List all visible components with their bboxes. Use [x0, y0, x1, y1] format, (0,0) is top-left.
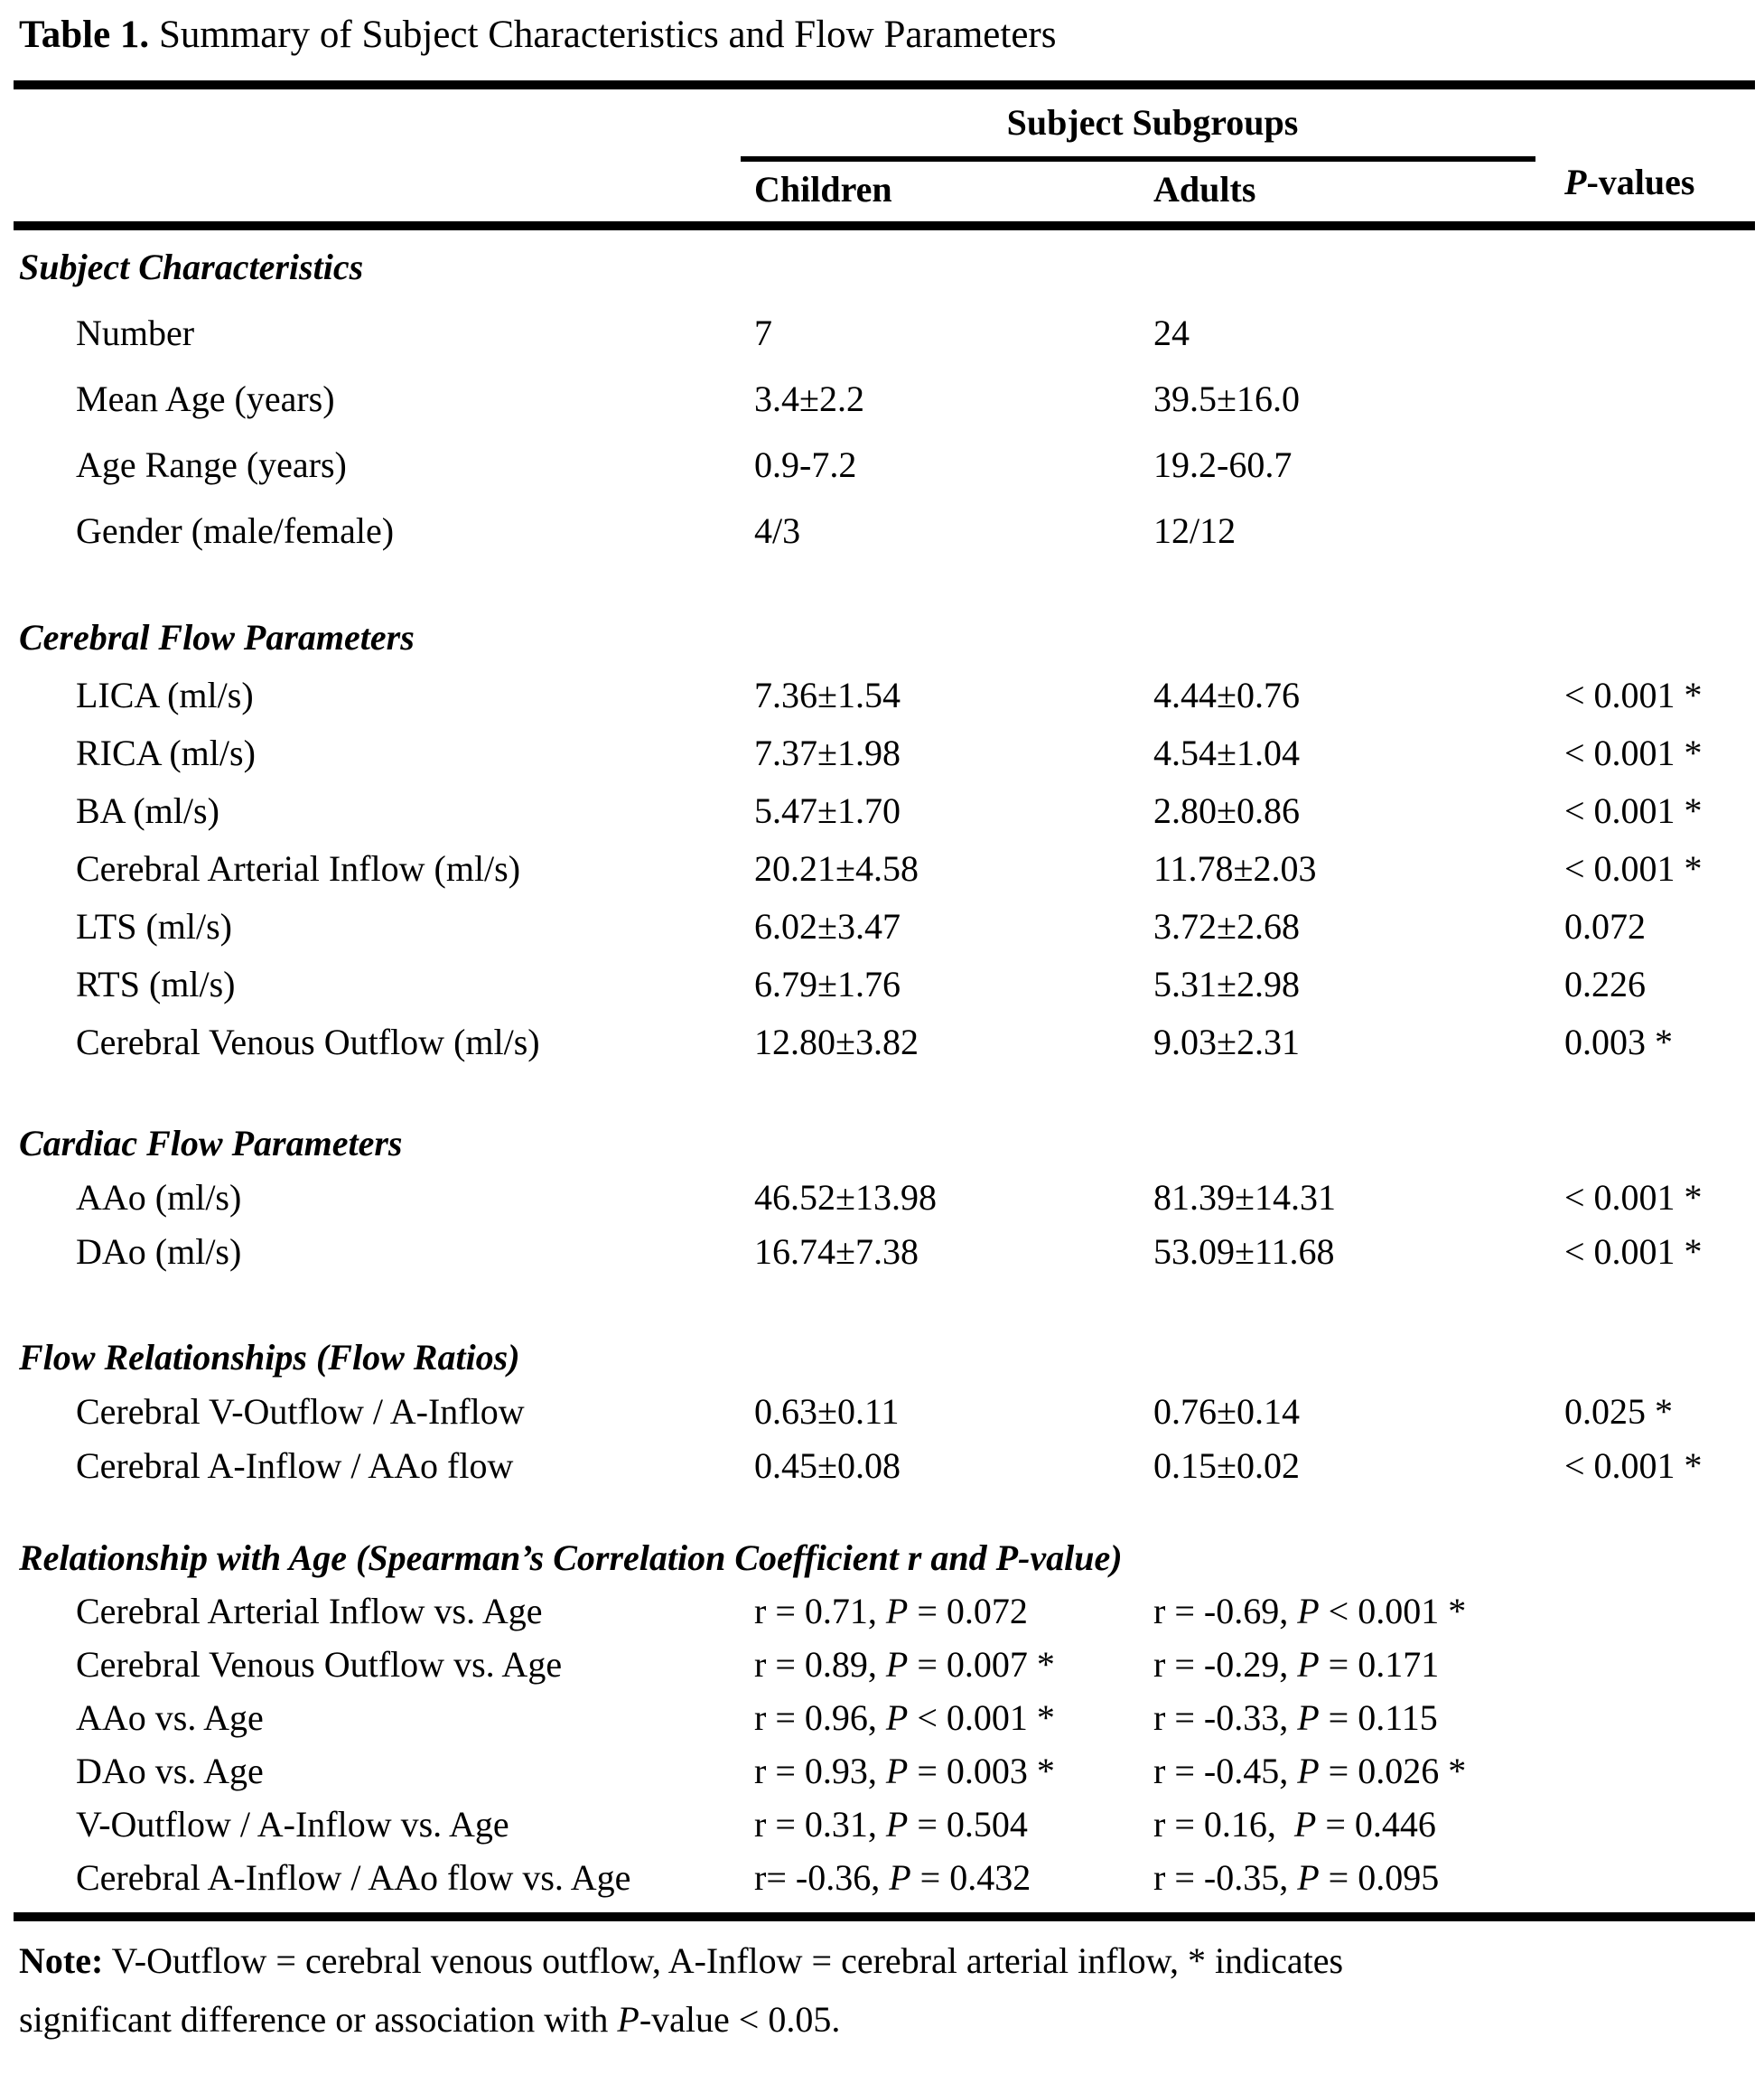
adults-cell: 24 — [1153, 313, 1190, 354]
row-label: Cerebral A-Inflow / AAo flow — [76, 1445, 514, 1487]
table-row — [19, 1644, 1750, 1686]
table-row — [19, 313, 1750, 354]
row-label: LICA (ml/s) — [76, 675, 254, 716]
row-label: Cerebral Arterial Inflow (ml/s) — [76, 848, 521, 890]
pvalue-cell: 0.226 — [1564, 964, 1646, 1005]
pvalue-cell: < 0.001 * — [1564, 1231, 1703, 1273]
children-cell: r = 0.96, P < 0.001 * — [754, 1697, 1055, 1739]
table-row — [19, 790, 1750, 832]
children-cell: 3.4±2.2 — [754, 378, 864, 420]
row-label: AAo vs. Age — [76, 1697, 264, 1739]
note-text-line1: V-Outflow = cerebral venous outflow, A-Inflow = cerebral arterial inflow, * indicates — [103, 1940, 1344, 1982]
row-label: Mean Age (years) — [76, 378, 335, 420]
children-cell: 6.79±1.76 — [754, 964, 901, 1005]
note-label: Note: — [19, 1940, 104, 1982]
section-cardiac-flow-parameters — [19, 1123, 1750, 1273]
children-cell: r = 0.93, P = 0.003 * — [754, 1751, 1055, 1792]
adults-cell: r = 0.16, P = 0.446 — [1153, 1804, 1436, 1845]
row-label: Gender (male/female) — [76, 510, 395, 552]
pvalues-column-header: P-values — [1564, 162, 1695, 203]
adults-cell: r = -0.35, P = 0.095 — [1153, 1857, 1440, 1899]
row-label: Cerebral Venous Outflow (ml/s) — [76, 1022, 540, 1063]
children-cell: 46.52±13.98 — [754, 1177, 937, 1219]
adults-cell: 0.76±0.14 — [1153, 1391, 1300, 1433]
pvalue-cell: 0.072 — [1564, 906, 1646, 948]
adults-cell: 19.2-60.7 — [1153, 444, 1293, 486]
children-cell: 6.02±3.47 — [754, 906, 901, 948]
section-relationship-with-age — [19, 1537, 1750, 1899]
section-heading: Subject Characteristics — [19, 247, 364, 288]
section-heading: Cardiac Flow Parameters — [19, 1123, 403, 1164]
adults-cell: 39.5±16.0 — [1153, 378, 1300, 420]
pvalue-cell: 0.025 * — [1564, 1391, 1673, 1433]
row-label: RICA (ml/s) — [76, 733, 256, 774]
table-row — [19, 1697, 1750, 1739]
adults-cell: 3.72±2.68 — [1153, 906, 1300, 948]
row-label: Cerebral V-Outflow / A-Inflow — [76, 1391, 525, 1433]
row-label: Cerebral Arterial Inflow vs. Age — [76, 1591, 543, 1632]
children-cell: 7.36±1.54 — [754, 675, 901, 716]
note-text-line2: significant difference or association with P-value < 0.05. — [19, 1999, 841, 2041]
group-underline-row — [19, 156, 1750, 162]
table-column-header-row — [19, 162, 1750, 210]
row-label: RTS (ml/s) — [76, 964, 236, 1005]
table-rule-bottom — [14, 1912, 1755, 1921]
adults-cell: 4.44±0.76 — [1153, 675, 1300, 716]
group-header-underline — [741, 156, 1535, 162]
table-rule-under-header — [14, 221, 1755, 230]
children-cell: 0.45±0.08 — [754, 1445, 901, 1487]
pvalue-cell: < 0.001 * — [1564, 790, 1703, 832]
table-row — [19, 1751, 1750, 1792]
children-column-header: Children — [754, 169, 892, 210]
row-label: Cerebral A-Inflow / AAo flow vs. Age — [76, 1857, 631, 1899]
children-cell: 5.47±1.70 — [754, 790, 901, 832]
section-heading: Cerebral Flow Parameters — [19, 617, 415, 659]
section-heading: Flow Relationships (Flow Ratios) — [19, 1337, 520, 1378]
table-row — [19, 1177, 1750, 1219]
row-label: Age Range (years) — [76, 444, 347, 486]
pvalue-cell: < 0.001 * — [1564, 675, 1703, 716]
row-label: Cerebral Venous Outflow vs. Age — [76, 1644, 563, 1686]
adults-cell: 81.39±14.31 — [1153, 1177, 1336, 1219]
table-row — [19, 1022, 1750, 1063]
children-cell: 0.9-7.2 — [754, 444, 857, 486]
adults-cell: 11.78±2.03 — [1153, 848, 1317, 890]
pvalue-cell: < 0.001 * — [1564, 848, 1703, 890]
children-cell: 12.80±3.82 — [754, 1022, 919, 1063]
pvalue-cell: < 0.001 * — [1564, 733, 1703, 774]
row-label: DAo (ml/s) — [76, 1231, 242, 1273]
table-row — [19, 848, 1750, 890]
table-rule-top — [14, 80, 1755, 89]
table-row — [19, 1231, 1750, 1273]
row-label: DAo vs. Age — [76, 1751, 264, 1792]
table-group-header-row — [19, 102, 1750, 144]
section-cerebral-flow-parameters — [19, 617, 1750, 1063]
children-cell: 7 — [754, 313, 772, 354]
adults-cell: 2.80±0.86 — [1153, 790, 1300, 832]
row-label: AAo (ml/s) — [76, 1177, 242, 1219]
adults-cell: 0.15±0.02 — [1153, 1445, 1300, 1487]
table-row — [19, 675, 1750, 716]
adults-cell: 9.03±2.31 — [1153, 1022, 1300, 1063]
table-row — [19, 378, 1750, 420]
children-cell: 4/3 — [754, 510, 801, 552]
adults-cell: r = -0.33, P = 0.115 — [1153, 1697, 1438, 1739]
adults-cell: r = -0.69, P < 0.001 * — [1153, 1591, 1467, 1632]
table-row — [19, 1591, 1750, 1632]
pvalue-cell: < 0.001 * — [1564, 1177, 1703, 1219]
adults-cell: 12/12 — [1153, 510, 1237, 552]
children-cell: 16.74±7.38 — [754, 1231, 919, 1273]
table-row — [19, 733, 1750, 774]
table-row — [19, 964, 1750, 1005]
adults-cell: 4.54±1.04 — [1153, 733, 1300, 774]
adults-cell: r = -0.45, P = 0.026 * — [1153, 1751, 1467, 1792]
table-row — [19, 510, 1750, 552]
section-heading: Relationship with Age (Spearman’s Correlation Coefficient r and P-value) — [19, 1537, 1123, 1579]
children-cell: r = 0.71, P = 0.072 — [754, 1591, 1028, 1632]
table-row — [19, 444, 1750, 486]
children-cell: 7.37±1.98 — [754, 733, 901, 774]
table-row — [19, 1391, 1750, 1433]
adults-cell: 53.09±11.68 — [1153, 1231, 1335, 1273]
row-label: Number — [76, 313, 195, 354]
pvalue-cell: < 0.001 * — [1564, 1445, 1703, 1487]
table-title-text: Summary of Subject Characteristics and Flow Parameters — [149, 14, 1057, 56]
table-number-label: Table 1. — [19, 14, 150, 56]
children-cell: 20.21±4.58 — [754, 848, 919, 890]
row-label: LTS (ml/s) — [76, 906, 232, 948]
table-row — [19, 906, 1750, 948]
children-cell: 0.63±0.11 — [754, 1391, 900, 1433]
children-cell: r = 0.31, P = 0.504 — [754, 1804, 1028, 1845]
adults-cell: 5.31±2.98 — [1153, 964, 1300, 1005]
page-title — [19, 13, 1750, 57]
row-label: BA (ml/s) — [76, 790, 219, 832]
table-row — [19, 1445, 1750, 1487]
table-note — [19, 1932, 1750, 2050]
children-cell: r = 0.89, P = 0.007 * — [754, 1644, 1055, 1686]
children-cell: r= -0.36, P = 0.432 — [754, 1857, 1031, 1899]
table-row — [19, 1857, 1750, 1899]
section-flow-relationships — [19, 1337, 1750, 1487]
adults-cell: r = -0.29, P = 0.171 — [1153, 1644, 1440, 1686]
section-subject-characteristics — [19, 247, 1750, 552]
pvalue-cell: 0.003 * — [1564, 1022, 1673, 1063]
row-label: V-Outflow / A-Inflow vs. Age — [76, 1804, 509, 1845]
adults-column-header: Adults — [1153, 169, 1256, 210]
table-row — [19, 1804, 1750, 1845]
group-header-subject-subgroups: Subject Subgroups — [1006, 102, 1299, 144]
